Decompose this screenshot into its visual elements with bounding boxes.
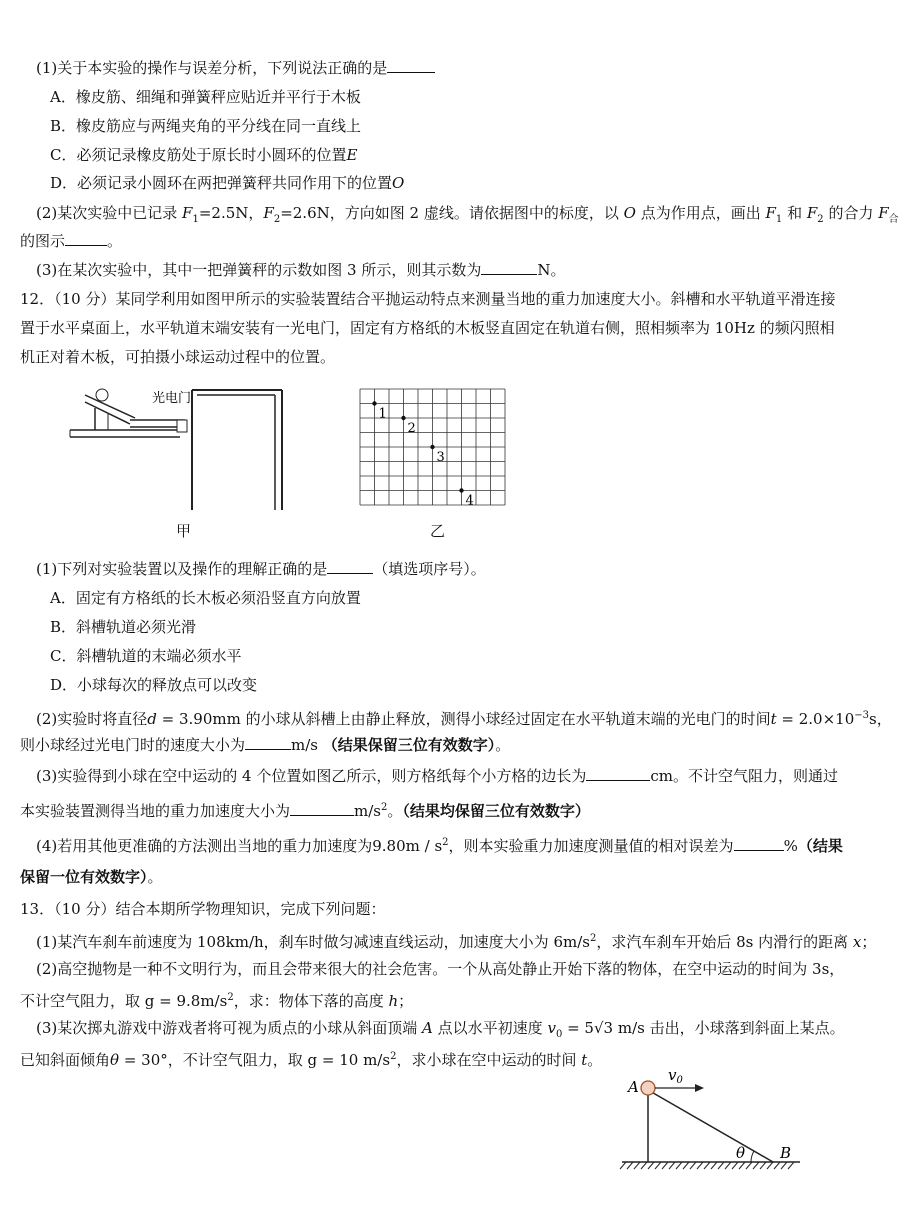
- q13-intro: 13．（10 分）结合本期所学物理知识，完成下列问题：: [20, 900, 386, 918]
- ground-hatch: [739, 1162, 745, 1169]
- trajectory-point: [459, 488, 463, 492]
- q11-option-c: C．必须记录橡皮筋处于原长时小圆环的位置E: [50, 146, 358, 164]
- ground-hatch: [725, 1162, 731, 1169]
- ground-hatch: [704, 1162, 710, 1169]
- ground-hatch: [634, 1162, 640, 1169]
- answer-blank[interactable]: [65, 231, 107, 246]
- q12-intro-line2: 置于水平桌面上，水平轨道末端安装有一光电门，固定有方格纸的木板竖直固定在轨道右侧，照相频率为 10Hz 的频闪照相: [20, 319, 835, 337]
- answer-blank[interactable]: [387, 58, 435, 73]
- q13-part2-cont: 不计空气阻力，取 $g = 9.8m/s^2$，求：物体下落的高度 h；: [20, 992, 414, 1010]
- ground-hatch: [732, 1162, 738, 1169]
- v0-label: $v_0$: [668, 1066, 683, 1086]
- ground-hatch: [774, 1162, 780, 1169]
- trajectory-point-label: 3: [436, 450, 445, 465]
- ground-hatch: [676, 1162, 682, 1169]
- q12-option-b: B．斜槽轨道必须光滑: [50, 618, 197, 636]
- trajectory-point-label: 4: [465, 493, 474, 509]
- ground-hatch: [683, 1162, 689, 1169]
- answer-blank[interactable]: [734, 836, 784, 851]
- q11-option-d: D．必须记录小圆环在两把弹簧秤共同作用下的位置O: [50, 174, 405, 192]
- q11-option-a: A．橡皮筋、细绳和弹簧秤应贴近并平行于木板: [50, 88, 361, 106]
- ground-hatch: [697, 1162, 703, 1169]
- figure-caption-jia: 甲: [176, 522, 192, 540]
- ground-hatch: [781, 1162, 787, 1169]
- trajectory-point: [401, 416, 405, 420]
- trajectory-point: [372, 401, 376, 405]
- ground-hatch: [753, 1162, 759, 1169]
- grid-figure: [356, 385, 512, 511]
- q12-part2-cont: 则小球经过光电门时的速度大小为 m/s （结果保留三位有效数字）。: [20, 736, 511, 754]
- ground-hatch: [746, 1162, 752, 1169]
- q11-option-b: B．橡皮筋应与两绳夹角的平分线在同一直线上: [50, 117, 362, 135]
- q12-part2: (2)实验时将直径d = 3.90mm 的小球从斜槽上由静止释放，测得小球经过固定在水平轨道末端的光电门的时间$t = 2.0\times 10^{-3}s$，: [36, 710, 892, 728]
- ground-hatch: [767, 1162, 773, 1169]
- q12-part4-cont: 保留一位有效数字）。: [20, 868, 163, 886]
- q11-part2-cont: 的图示 。: [20, 232, 123, 250]
- slope-figure: [618, 1068, 808, 1178]
- q11-part3: (3)在某次实验中，其中一把弹簧秤的示数如图 3 所示，则其示数为 N。: [36, 261, 566, 279]
- q11-part1: (1)关于本实验的操作与误差分析，下列说法正确的是: [36, 57, 854, 79]
- ground-hatch: [662, 1162, 668, 1169]
- q12-intro-line3: 机正对着木板，可拍摄小球运动过程中的位置。: [20, 348, 336, 366]
- q13-part2: (2)高空抛物是一种不文明行为，而且会带来很大的社会危害。一个从高处静止开始下落的物体，在空中运动的时间为 3s，: [36, 960, 845, 978]
- q12-option-c: C．斜槽轨道的末端必须水平: [50, 647, 242, 665]
- ground-hatch: [760, 1162, 766, 1169]
- answer-blank[interactable]: [245, 735, 291, 750]
- ground-hatch: [620, 1162, 626, 1169]
- theta-label: θ: [736, 1144, 746, 1162]
- answer-blank[interactable]: [290, 801, 354, 816]
- ground-hatch: [655, 1162, 661, 1169]
- q12-part4: (4)若用其他更准确的方法测出当地的重力加速度为$9.80m / s^2$，则本实验重力加速度测量值的相对误差为 %（结果: [36, 837, 843, 855]
- q13-part1: (1)某汽车刹车前速度为 108km/h，刹车时做匀减速直线运动，加速度大小为 $6m/s^2$，求汽车刹车开始后 8s 内滑行的距离 x；: [36, 933, 877, 951]
- q12-intro-line1: 12．（10 分）某同学利用如图甲所示的实验装置结合平抛运动特点来测量当地的重力加速度大小。斜槽和水平轨道平滑连接: [20, 290, 836, 308]
- trajectory-point: [430, 445, 434, 449]
- ground-hatch: [788, 1162, 794, 1169]
- point-b-label: B: [780, 1144, 792, 1162]
- trajectory-point-label: 1: [378, 406, 387, 422]
- ground-hatch: [718, 1162, 724, 1169]
- ground-hatch: [711, 1162, 717, 1169]
- trajectory-point-label: 2: [407, 421, 416, 436]
- answer-blank[interactable]: [586, 766, 650, 781]
- q12-part1: (1)下列对实验装置以及操作的理解正确的是 （填选项序号）。: [36, 560, 486, 578]
- photogate-label: 光电门: [152, 391, 192, 406]
- ground-hatch: [669, 1162, 675, 1169]
- q13-part3: (3)某次掷丸游戏中游戏者将可视为质点的小球从斜面顶端 A 点以水平初速度 $v_0 = 5√3$ m/s 击出，小球落到斜面上某点。: [36, 1019, 845, 1040]
- answer-blank[interactable]: [481, 260, 537, 275]
- ground-hatch: [627, 1162, 633, 1169]
- ground-hatch: [648, 1162, 654, 1169]
- q13-part3-cont: 已知斜面倾角θ = 30°，不计空气阻力，取 g = 10 $m/s^2$，求小球在空中运动的时间 t。: [20, 1051, 603, 1069]
- ground-hatch: [641, 1162, 647, 1169]
- answer-blank[interactable]: [327, 559, 373, 574]
- q12-option-d: D．小球每次的释放点可以改变: [50, 676, 258, 694]
- q12-part3-cont: 本实验装置测得当地的重力加速度大小为 $m/s^2$。（结果均保留三位有效数字）: [20, 802, 590, 820]
- figure-caption-yi: 乙: [430, 522, 446, 540]
- apparatus-figure: [60, 380, 300, 520]
- q12-part3: (3)实验得到小球在空中运动的 4 个位置如图乙所示，则方格纸每个小方格的边长为 cm。不计空气阻力，则通过: [36, 767, 838, 785]
- q11-part2: (2)某次实验中已记录 $F_1=2.5N$，$F_2=2.6N$，方向如图 2 虚线。请依据图中的标度，以 O 点为作用点，画出 $F_1$ 和 $F_2$ 的合力 $F_合$: [36, 204, 899, 225]
- point-a-label: A: [628, 1078, 639, 1096]
- q12-option-a: A．固定有方格纸的长木板必须沿竖直方向放置: [50, 589, 361, 607]
- ground-hatch: [690, 1162, 696, 1169]
